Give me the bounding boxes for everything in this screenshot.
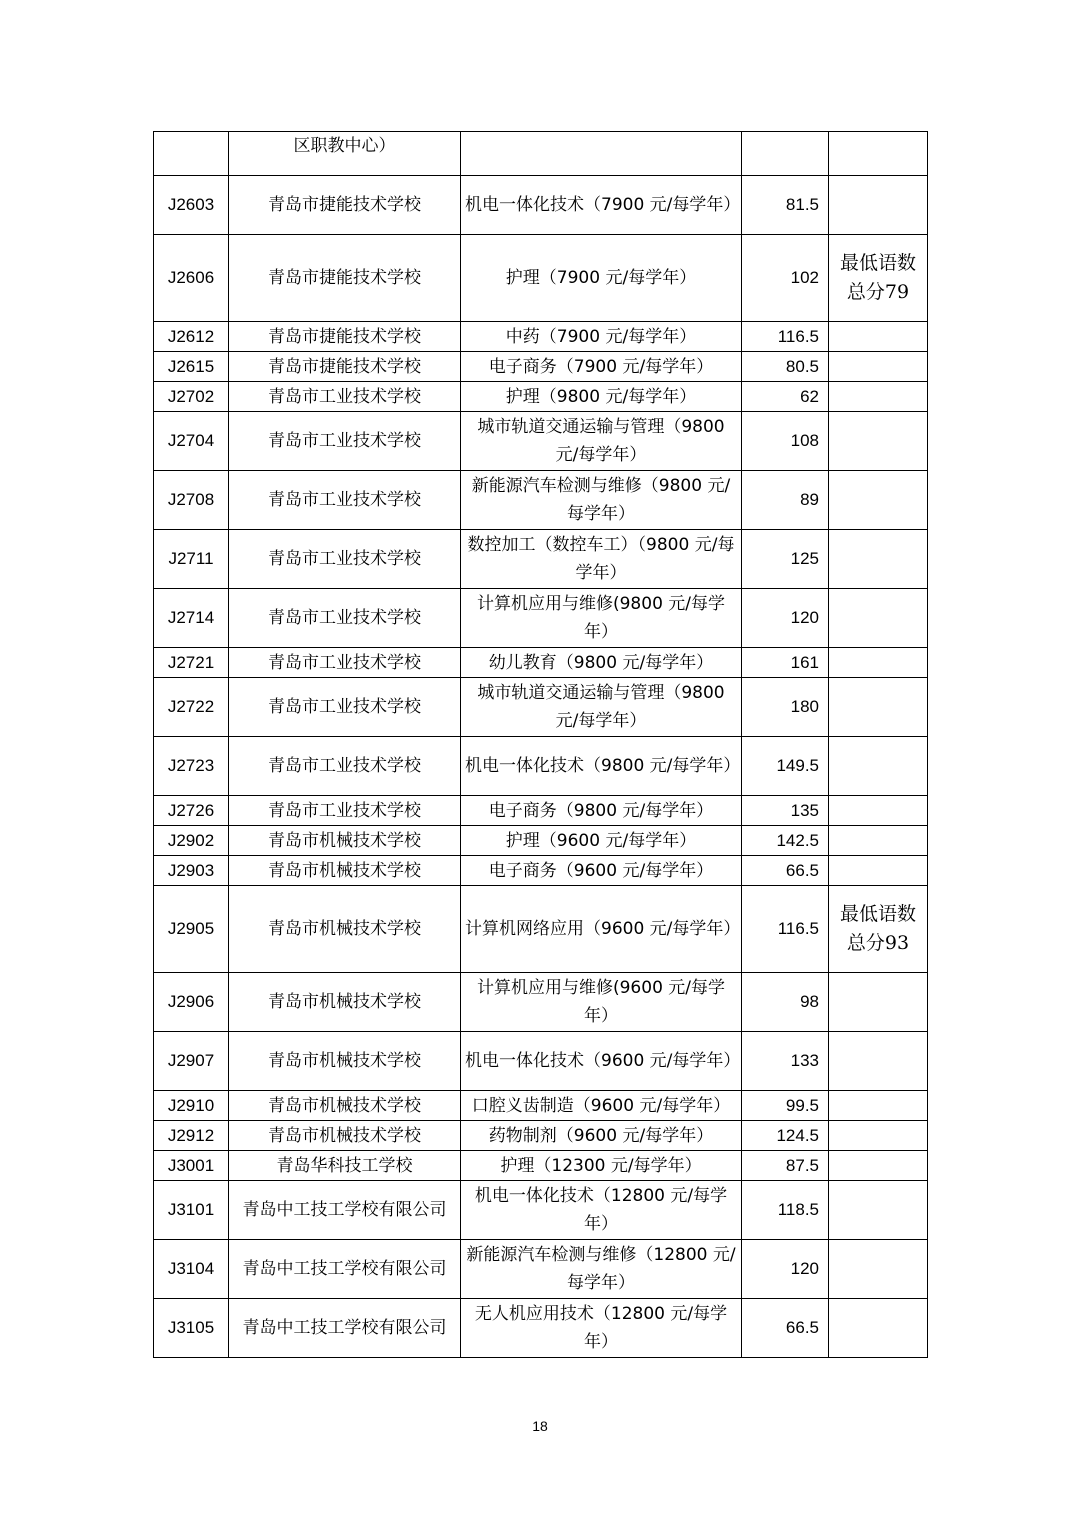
cell-major: 数控加工（数控车工）（9800 元/每学年） [461,530,742,589]
cell-score: 98 [742,973,829,1032]
admission-score-table [153,131,928,1358]
cell-score: 116.5 [742,322,829,352]
page-number: 18 [532,1418,548,1434]
cell-note [829,678,928,737]
cell-code: J2714 [154,589,229,648]
cell-note [829,530,928,589]
cell-code: J3104 [154,1240,229,1299]
table-row [154,382,928,412]
cell-code: J2606 [154,235,229,322]
cell-score: 133 [742,1032,829,1091]
cell-school: 青岛市机械技术学校 [229,1032,461,1091]
cell-major: 新能源汽车检测与维修（12800 元/每学年） [461,1240,742,1299]
cell-major: 电子商务（9800 元/每学年） [461,796,742,826]
cell-note [829,322,928,352]
cell-school: 青岛市工业技术学校 [229,471,461,530]
cell-school: 青岛市机械技术学校 [229,973,461,1032]
cell-school: 青岛市工业技术学校 [229,382,461,412]
cell-major [461,132,742,176]
table-row [154,973,928,1032]
cell-code: J2704 [154,412,229,471]
cell-major: 城市轨道交通运输与管理（9800 元/每学年） [461,412,742,471]
cell-note [829,1240,928,1299]
cell-school: 青岛市工业技术学校 [229,648,461,678]
table-row [154,1151,928,1181]
cell-note: 最低语数总分79 [829,235,928,322]
cell-note [829,1091,928,1121]
table-row [154,796,928,826]
cell-code: J2902 [154,826,229,856]
cell-major: 机电一体化技术（7900 元/每学年） [461,176,742,235]
cell-major: 新能源汽车检测与维修（9800 元/每学年） [461,471,742,530]
cell-note [829,1181,928,1240]
table-row [154,235,928,322]
table-row [154,530,928,589]
cell-major: 计算机网络应用（9600 元/每学年） [461,886,742,973]
cell-school: 青岛市工业技术学校 [229,678,461,737]
cell-school: 青岛市机械技术学校 [229,826,461,856]
cell-school: 青岛市机械技术学校 [229,886,461,973]
cell-school: 青岛市工业技术学校 [229,737,461,796]
cell-score: 142.5 [742,826,829,856]
cell-major: 幼儿教育（9800 元/每学年） [461,648,742,678]
cell-school: 青岛市捷能技术学校 [229,235,461,322]
cell-school: 区职教中心） [229,132,461,176]
cell-note [829,1299,928,1358]
table-row [154,856,928,886]
cell-school: 青岛市工业技术学校 [229,796,461,826]
cell-code: J2612 [154,322,229,352]
cell-note [829,796,928,826]
cell-major: 护理（9600 元/每学年） [461,826,742,856]
cell-score: 66.5 [742,856,829,886]
cell-score: 120 [742,1240,829,1299]
table-row [154,678,928,737]
cell-note [829,1032,928,1091]
cell-score: 87.5 [742,1151,829,1181]
cell-school: 青岛市捷能技术学校 [229,352,461,382]
cell-score: 180 [742,678,829,737]
cell-score [742,132,829,176]
cell-school: 青岛市捷能技术学校 [229,176,461,235]
table-row [154,1240,928,1299]
cell-major: 计算机应用与维修(9800 元/每学年） [461,589,742,648]
cell-major: 无人机应用技术（12800 元/每学年） [461,1299,742,1358]
cell-note [829,973,928,1032]
cell-score: 80.5 [742,352,829,382]
cell-code: J3101 [154,1181,229,1240]
cell-school: 青岛中工技工学校有限公司 [229,1181,461,1240]
cell-major: 机电一体化技术（9600 元/每学年） [461,1032,742,1091]
cell-school: 青岛市工业技术学校 [229,589,461,648]
cell-school: 青岛中工技工学校有限公司 [229,1240,461,1299]
cell-school: 青岛华科技工学校 [229,1151,461,1181]
cell-school: 青岛市机械技术学校 [229,856,461,886]
table-row [154,1121,928,1151]
table-row [154,352,928,382]
cell-school: 青岛市捷能技术学校 [229,322,461,352]
cell-score: 120 [742,589,829,648]
cell-school: 青岛市机械技术学校 [229,1121,461,1151]
cell-major: 机电一体化技术（12800 元/每学年） [461,1181,742,1240]
cell-note [829,471,928,530]
cell-code: J2903 [154,856,229,886]
cell-score: 149.5 [742,737,829,796]
cell-major: 电子商务（9600 元/每学年） [461,856,742,886]
table-row [154,1091,928,1121]
cell-note: 最低语数总分93 [829,886,928,973]
table-row [154,412,928,471]
cell-code: J2708 [154,471,229,530]
cell-code: J2907 [154,1032,229,1091]
table-row [154,1032,928,1091]
table-row [154,826,928,856]
table-row [154,176,928,235]
cell-note [829,412,928,471]
cell-score: 89 [742,471,829,530]
cell-major: 中药（7900 元/每学年） [461,322,742,352]
table-row [154,132,928,176]
cell-code: J2721 [154,648,229,678]
cell-note [829,589,928,648]
cell-major: 护理（7900 元/每学年） [461,235,742,322]
cell-score: 108 [742,412,829,471]
cell-code: J2905 [154,886,229,973]
cell-score: 99.5 [742,1091,829,1121]
cell-code: J2702 [154,382,229,412]
cell-note [829,382,928,412]
cell-score: 62 [742,382,829,412]
cell-major: 机电一体化技术（9800 元/每学年） [461,737,742,796]
table-row [154,589,928,648]
cell-note [829,856,928,886]
table-row [154,737,928,796]
table-row [154,1299,928,1358]
cell-score: 116.5 [742,886,829,973]
cell-score: 102 [742,235,829,322]
table-row [154,886,928,973]
cell-code: J2723 [154,737,229,796]
cell-score: 135 [742,796,829,826]
cell-score: 81.5 [742,176,829,235]
cell-major: 城市轨道交通运输与管理（9800 元/每学年） [461,678,742,737]
cell-school: 青岛中工技工学校有限公司 [229,1299,461,1358]
table-row [154,471,928,530]
cell-major: 电子商务（7900 元/每学年） [461,352,742,382]
cell-code: J2603 [154,176,229,235]
cell-score: 161 [742,648,829,678]
cell-score: 66.5 [742,1299,829,1358]
cell-school: 青岛市工业技术学校 [229,412,461,471]
cell-major: 口腔义齿制造（9600 元/每学年） [461,1091,742,1121]
cell-major: 药物制剂（9600 元/每学年） [461,1121,742,1151]
cell-code: J2615 [154,352,229,382]
table-row [154,1181,928,1240]
cell-note [829,737,928,796]
cell-code: J2726 [154,796,229,826]
cell-score: 124.5 [742,1121,829,1151]
cell-note [829,132,928,176]
cell-major: 护理（12300 元/每学年） [461,1151,742,1181]
table-row [154,322,928,352]
table-row [154,648,928,678]
cell-code: J2912 [154,1121,229,1151]
cell-code: J2906 [154,973,229,1032]
cell-note [829,648,928,678]
cell-code: J3105 [154,1299,229,1358]
cell-major: 护理（9800 元/每学年） [461,382,742,412]
cell-note [829,176,928,235]
cell-code [154,132,229,176]
cell-note [829,1121,928,1151]
cell-school: 青岛市工业技术学校 [229,530,461,589]
cell-note [829,1151,928,1181]
cell-school: 青岛市机械技术学校 [229,1091,461,1121]
table-body [154,132,928,1358]
cell-code: J2910 [154,1091,229,1121]
cell-major: 计算机应用与维修(9600 元/每学年） [461,973,742,1032]
cell-code: J3001 [154,1151,229,1181]
cell-note [829,352,928,382]
cell-score: 125 [742,530,829,589]
cell-score: 118.5 [742,1181,829,1240]
cell-code: J2711 [154,530,229,589]
cell-code: J2722 [154,678,229,737]
cell-note [829,826,928,856]
